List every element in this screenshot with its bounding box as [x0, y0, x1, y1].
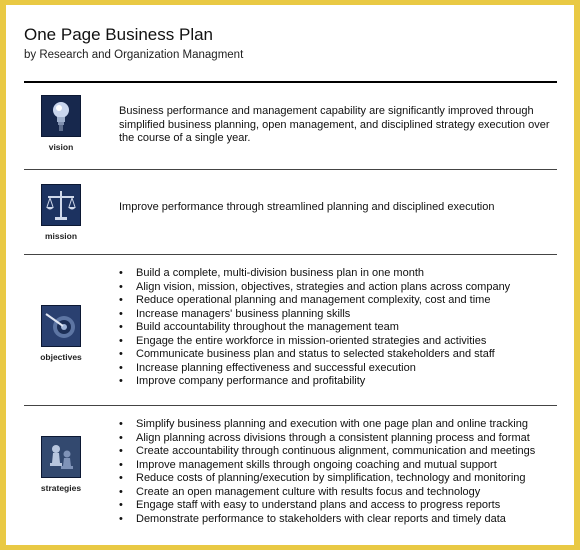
list-item: • Engage staff with easy to understand plans and access to progress reports: [119, 499, 554, 513]
list-item: • Increase managers' business planning skills: [119, 308, 554, 322]
section-label: objectives: [40, 352, 82, 362]
section-vision: [24, 83, 557, 169]
mission-text: Improve performance through streamlined planning and disciplined execution: [119, 201, 495, 213]
section-mission: [24, 170, 557, 254]
list-item: • Increase planning effectiveness and successful execution: [119, 362, 554, 376]
list-item: • Simplify business planning and execution with one page plan and online tracking: [119, 418, 554, 432]
list-item: • Demonstrate performance to stakeholders with clear reports and timely data: [119, 513, 554, 527]
section-label: mission: [44, 231, 78, 241]
header: [24, 25, 243, 61]
strategies-list: [119, 418, 554, 526]
section-label: vision: [48, 142, 74, 152]
list-item: • Align vision, mission, objectives, strategies and action plans across company: [119, 281, 554, 295]
list-item: • Reduce operational planning and management complexity, cost and time: [119, 294, 554, 308]
list-item: • Create accountability through continuous alignment, communication and meetings: [119, 445, 554, 459]
business-plan-page: [6, 5, 574, 545]
chess-icon: [41, 436, 81, 478]
list-item: • Improve management skills through ongoing coaching and mutual support: [119, 459, 554, 473]
objectives-icon-box: [36, 305, 86, 362]
strategies-icon-box: [36, 436, 86, 493]
list-item: • Create an open management culture with results focus and technology: [119, 486, 554, 500]
list-item: • Build a complete, multi-division business plan in one month: [119, 267, 554, 281]
list-item: • Improve company performance and profitability: [119, 375, 554, 389]
strategies-list-wrap: [119, 418, 554, 526]
section-strategies: [24, 406, 557, 536]
page-title: One Page Business Plan: [24, 25, 214, 44]
list-item: • Align planning across divisions through a consistent planning process and format: [119, 432, 554, 446]
mission-icon-box: [36, 184, 86, 241]
list-item: • Build accountability throughout the management team: [119, 321, 554, 335]
objectives-list: [119, 267, 554, 389]
scales-icon: [41, 184, 81, 226]
section-objectives: [24, 255, 557, 405]
vision-icon-box: [36, 95, 86, 152]
section-label: strategies: [40, 483, 82, 493]
list-item: • Engage the entire workforce in mission-oriented strategies and activities: [119, 335, 554, 349]
list-item: • Reduce costs of planning/execution by simplification, technology and monitoring: [119, 472, 554, 486]
list-item: • Communicate business plan and status to selected stakeholders and staff: [119, 348, 554, 362]
lightbulb-icon: [41, 95, 81, 137]
target-icon: [41, 305, 81, 347]
vision-text: Business performance and management capability are significantly improved through simplified business planning, open management, and disciplined strategy execution over the course of a single year.: [119, 105, 550, 144]
objectives-list-wrap: [119, 267, 554, 389]
page-subtitle: by Research and Organization Managment: [24, 49, 244, 61]
